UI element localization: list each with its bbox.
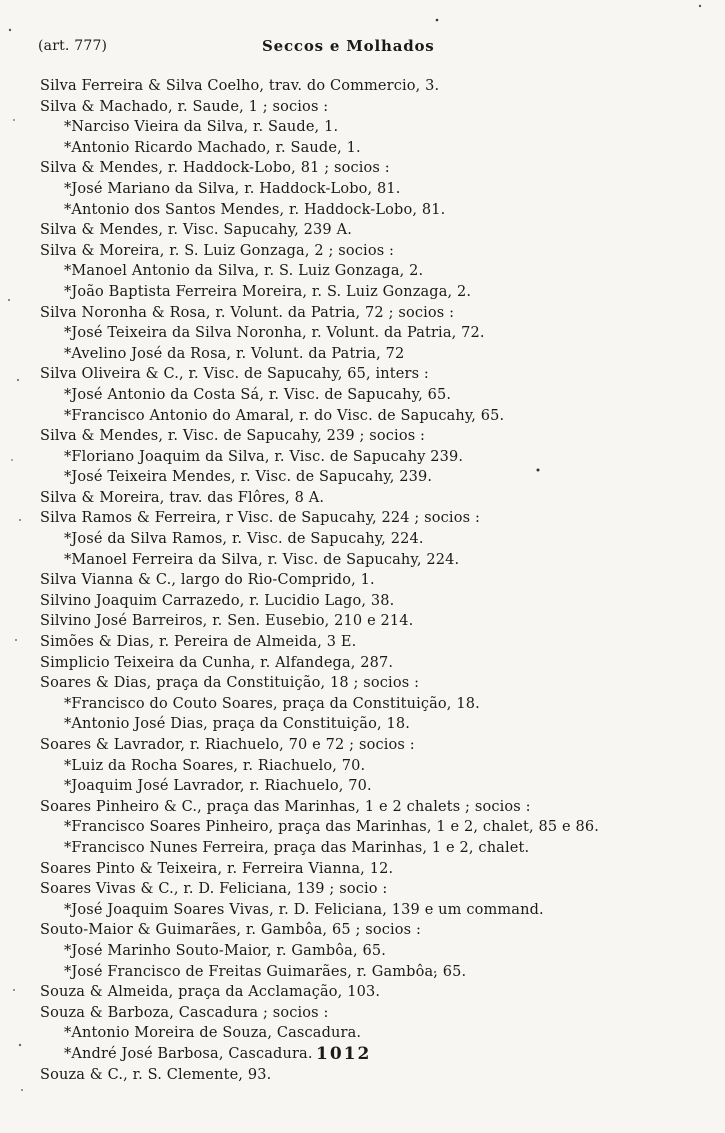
firm-entry: Silva Oliveira & C., r. Visc. de Sapucahy, 65, inters : bbox=[40, 366, 429, 383]
firm-entry: Souza & C., r. S. Clemente, 93. bbox=[40, 1066, 272, 1083]
partner-entry: *Francisco Nunes Ferreira, praça das Marinhas, 1 e 2, chalet. bbox=[64, 839, 530, 856]
firm-entry: Souto-Maior & Guimarães, r. Gambôa, 65 ; socios : bbox=[40, 922, 422, 939]
page-number: 1012 bbox=[316, 1044, 372, 1064]
firm-entry: Silva & Mendes, r. Haddock-Lobo, 81 ; socios : bbox=[40, 160, 390, 177]
directory-entries bbox=[0, 76, 725, 1085]
partner-entry: *José da Silva Ramos, r. Visc. de Sapucahy, 224. bbox=[64, 531, 424, 548]
partner-entry: *José Antonio da Costa Sá, r. Visc. de Sapucahy, 65. bbox=[64, 386, 452, 403]
firm-entry: Soares & Dias, praça da Constituição, 18 ; socios : bbox=[40, 675, 420, 692]
partner-entry: *Narciso Vieira da Silva, r. Saude, 1. bbox=[64, 119, 339, 136]
partner-entry: *Francisco Antonio do Amaral, r. do Visc. de Sapucahy, 65. bbox=[64, 407, 505, 424]
partner-entry: *José Mariano da Silva, r. Haddock-Lobo, 81. bbox=[64, 180, 401, 197]
firm-entry: Silvino Joaquim Carrazedo, r. Lucidio Lago, 38. bbox=[40, 592, 395, 609]
partner-entry: *Antonio José Dias, praça da Constituição, 18. bbox=[64, 716, 410, 733]
firm-entry: Silva Ferreira & Silva Coelho, trav. do Commercio, 3. bbox=[40, 78, 440, 94]
page-header bbox=[0, 38, 725, 60]
firm-entry: Soares Pinto & Teixeira, r. Ferreira Vianna, 12. bbox=[40, 860, 394, 877]
firm-entry: Silva Ramos & Ferreira, r Visc. de Sapucahy, 224 ; socios : bbox=[40, 510, 480, 527]
partner-entry: *José Teixeira da Silva Noronha, r. Volunt. da Patria, 72. bbox=[64, 325, 485, 342]
partner-entry: *José Teixeira Mendes, r. Visc. de Sapucahy, 239. bbox=[64, 469, 433, 486]
firm-entry: Soares Vivas & C., r. D. Feliciana, 139 ; socio : bbox=[40, 881, 388, 898]
firm-entry: Silvino José Barreiros, r. Sen. Eusebio, 210 e 214. bbox=[40, 613, 414, 630]
partner-entry: *José Marinho Souto-Maior, r. Gambôa, 65. bbox=[64, 942, 386, 959]
partner-entry: *André José Barbosa, Cascadura. bbox=[64, 1045, 313, 1062]
firm-entry: Simplicio Teixeira da Cunha, r. Alfandega, 287. bbox=[40, 654, 394, 671]
firm-entry: Simões & Dias, r. Pereira de Almeida, 3 E. bbox=[40, 634, 357, 651]
firm-entry: Silva & Machado, r. Saude, 1 ; socios : bbox=[40, 98, 329, 115]
partner-entry: *Joaquim José Lavrador, r. Riachuelo, 70. bbox=[64, 778, 372, 795]
firm-entry: Silva Noronha & Rosa, r. Volunt. da Patria, 72 ; socios : bbox=[40, 304, 455, 321]
firm-entry: Soares & Lavrador, r. Riachuelo, 70 e 72 ; socios : bbox=[40, 737, 415, 753]
partner-entry: *Avelino José da Rosa, r. Volunt. da Patria, 72 bbox=[64, 345, 405, 362]
partner-entry: *José Francisco de Freitas Guimarães, r. Gambôa, 65. bbox=[64, 963, 467, 980]
firm-entry: Souza & Almeida, praça da Acclamação, 103. bbox=[40, 984, 381, 1001]
firm-entry: Silva & Mendes, r. Visc. de Sapucahy, 239 ; socios : bbox=[40, 428, 426, 445]
partner-entry: *Floriano Joaquim da Silva, r. Visc. de Sapucahy 239. bbox=[64, 448, 464, 465]
section-title: Seccos e Molhados bbox=[262, 37, 435, 55]
partner-entry: *Manoel Antonio da Silva, r. S. Luiz Gonzaga, 2. bbox=[64, 263, 424, 280]
partner-entry: *Antonio Moreira de Souza, Cascadura. bbox=[64, 1025, 362, 1042]
partner-entry: *Antonio Ricardo Machado, r. Saude, 1. bbox=[64, 139, 361, 156]
partner-entry: *Luiz da Rocha Soares, r. Riachuelo, 70. bbox=[64, 757, 366, 774]
firm-entry: Silva & Mendes, r. Visc. Sapucahy, 239 A. bbox=[40, 222, 352, 239]
partner-entry: *Manoel Ferreira da Silva, r. Visc. de Sapucahy, 224. bbox=[64, 551, 460, 568]
firm-entry: Silva & Moreira, trav. das Flôres, 8 A. bbox=[40, 489, 325, 506]
partner-entry: *José Joaquim Soares Vivas, r. D. Feliciana, 139 e um command. bbox=[64, 901, 544, 918]
partner-entry: *Francisco Soares Pinheiro, praça das Marinhas, 1 e 2, chalet, 85 e 86. bbox=[64, 819, 599, 836]
partner-entry: *Antonio dos Santos Mendes, r. Haddock-Lobo, 81. bbox=[64, 201, 446, 218]
article-reference: (art. 777) bbox=[38, 38, 108, 54]
firm-entry: Silva & Moreira, r. S. Luiz Gonzaga, 2 ; socios : bbox=[40, 242, 395, 259]
firm-entry: Soares Pinheiro & C., praça das Marinhas, 1 e 2 chalets ; socios : bbox=[40, 798, 531, 815]
partner-entry: *João Baptista Ferreira Moreira, r. S. Luiz Gonzaga, 2. bbox=[64, 283, 472, 300]
firm-entry: Souza & Barboza, Cascadura ; socios : bbox=[40, 1004, 329, 1021]
partner-entry: *Francisco do Couto Soares, praça da Constituição, 18. bbox=[64, 695, 480, 712]
firm-entry: Silva Vianna & C., largo do Rio-Comprido, 1. bbox=[40, 572, 375, 589]
